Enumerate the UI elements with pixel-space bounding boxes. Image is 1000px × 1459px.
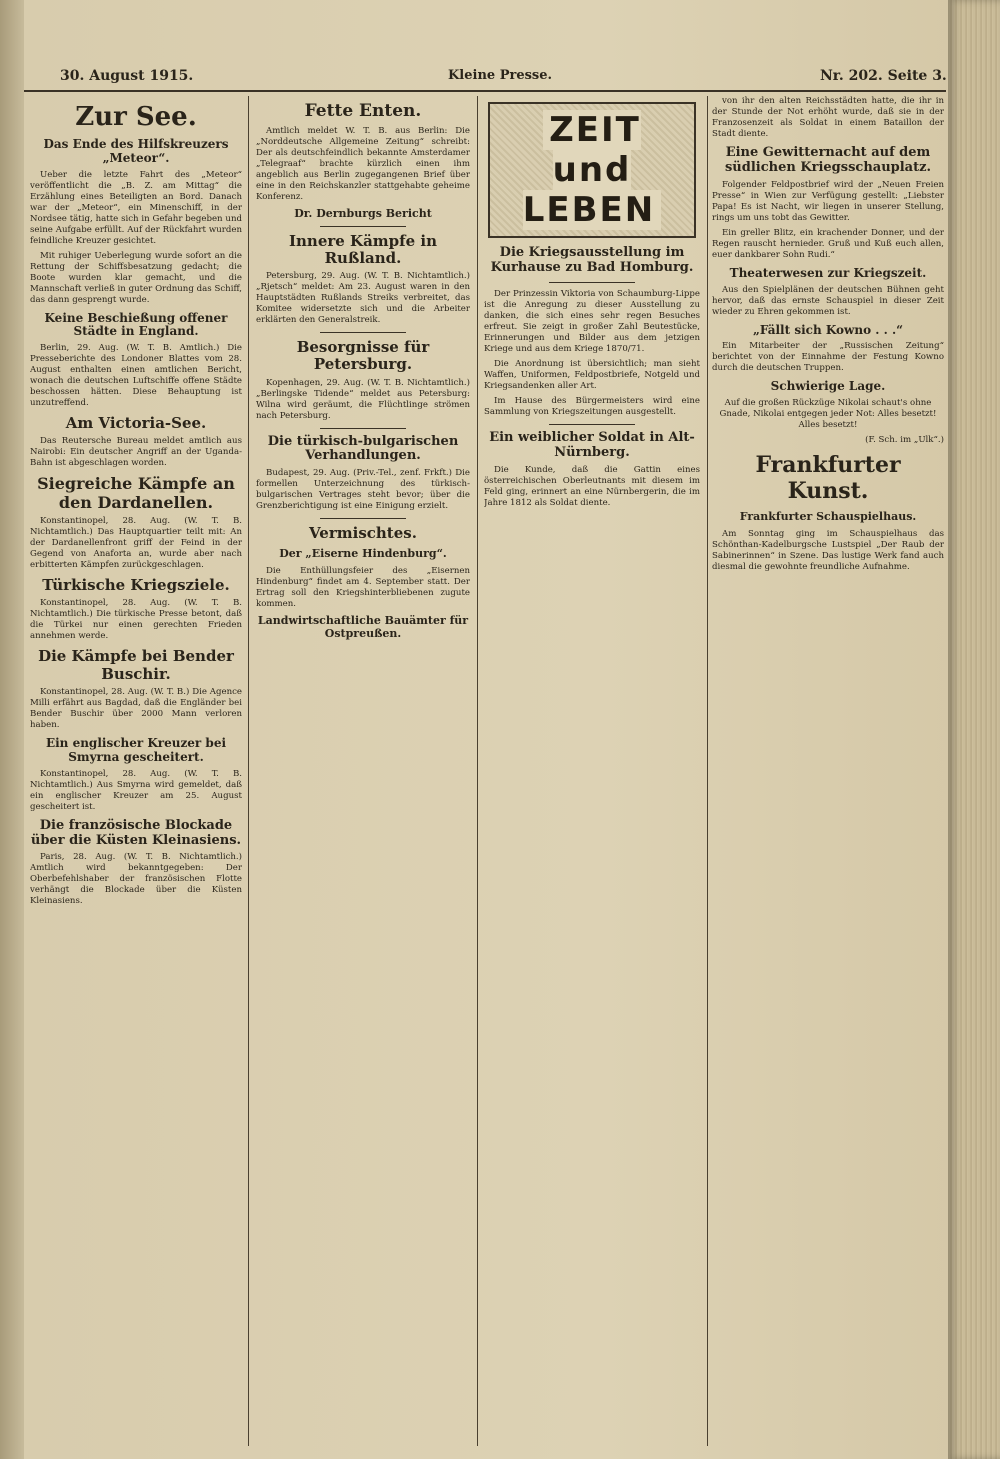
article-title-kriegsziele: Türkische Kriegsziele.	[42, 576, 230, 595]
article-title-blockade: Die französische Blockade über die Küsten Kleinasiens.	[30, 817, 242, 848]
section-title-frankfurter-kunst: Frankfurter Kunst.	[755, 452, 901, 505]
header-rule	[24, 90, 946, 92]
article-paragraph: Konstantinopel, 28. Aug. (W. T. B. Nichtamtlich.) Die türkische Presse betont, daß die Türkei nur einen gerechten Frieden annehmen werde.	[30, 598, 242, 642]
article-paragraph: Das Reutersche Bureau meldet amtlich aus Nairobi: Ein deutscher Angriff an der Uganda-Bahn ist abgeschlagen worden.	[30, 436, 242, 469]
article-paragraph: von ihr den alten Reichsstädten hatte, die ihr in der Stunde der Not erhöht wurde, daß sie in der Franzosenzeit als Soldat in einem Bataillon der Stadt diente.	[712, 96, 944, 139]
article-title-tuerkisch-bulgarisch: Die türkisch-bulgarischen Verhandlungen.	[267, 433, 459, 464]
column-rule-2	[477, 96, 478, 1446]
separator	[320, 332, 406, 333]
article-paragraph: Folgender Feldpostbrief wird der „Neuen Freien Presse“ in Wien zur Verfügung gestellt: „Liebster Papa! Es ist Nacht, wir liegen in unserer Stellung, rings um uns tobt das Gewitter.	[712, 179, 944, 223]
article-paragraph: Petersburg, 29. Aug. (W. T. B. Nichtamtlich.) „Rjetsch“ meldet: Am 23. August waren in den Hauptstädten Rußlands Streiks verbreitet, das Komitee widersetzte sich und die Arbeiter erklärten den Generalstreik.	[256, 271, 470, 326]
section-title-zur-see: Zur See.	[75, 102, 197, 132]
article-title-meteor: Das Ende des Hilfskreuzers „Meteor“.	[43, 137, 229, 165]
article-title-victoria-see: Am Victoria-See.	[65, 414, 207, 433]
article-paragraph: Amtlich meldet W. T. B. aus Berlin: Die „Norddeutsche Allgemeine Zeitung“ schreibt: Der als deutschfeindlich bekannte Amsterdamer „Telegraaf“ brachte kürzlich einen ihm angeblich aus Berlin zugegangenen Brief über eine in den Reichskanzler stattgehabte geheime Konferenz.	[256, 125, 470, 202]
book-page-edges	[948, 0, 1000, 1459]
column-4	[712, 96, 944, 1446]
article-paragraph: Paris, 28. Aug. (W. T. B. Nichtamtlich.) Amtlich wird bekanntgegeben: Der Oberbefehlshaber der französischen Flotte verhängt die Blockade über die Küsten Kleinasiens.	[30, 852, 242, 907]
poem-source: (F. Sch. im „Ulk“.)	[865, 435, 944, 446]
article-paragraph: Die Enthüllungsfeier des „Eisernen Hindenburg“ findet am 4. September statt. Der Ertrag soll den Kriegshinterbliebenen zugute kommen.	[256, 565, 470, 609]
article-paragraph: Ein Mitarbeiter der „Russischen Zeitung“ berichtet von der Einnahme der Festung Kowno durch die deutschen Truppen.	[712, 341, 944, 374]
column-1	[30, 96, 242, 1446]
header-page-number: Nr. 202. Seite 3.	[820, 68, 947, 84]
book-spine	[0, 0, 24, 1459]
separator	[549, 424, 635, 425]
article-subtitle: Landwirtschaftliche Bauämter für Ostpreußen.	[257, 613, 469, 640]
poem-text: Auf die großen Rückzüge Nikolai schaut's ohne Gnade, Nikolai entgegen jeder Not: Alles besetzt! Alles besetzt!	[719, 398, 937, 431]
article-paragraph: Konstantinopel, 28. Aug. (W. T. B.) Die Agence Milli erfährt aus Bagdad, daß die Engländer bei Bender Buschir über 2000 Mann verloren haben.	[30, 686, 242, 730]
article-title-schwierige-lage: Schwierige Lage.	[770, 379, 886, 394]
separator	[320, 428, 406, 429]
article-title-russland: Innere Kämpfe in Rußland.	[289, 231, 437, 267]
article-paragraph: Die Anordnung ist übersichtlich; man sieht Waffen, Uniformen, Feldpostbriefe, Notgeld und Kriegsandenken aller Art.	[484, 358, 700, 391]
header-date: 30. August 1915.	[60, 68, 194, 84]
article-paragraph: Berlin, 29. Aug. (W. T. B. Amtlich.) Die Presseberichte des Londoner Blattes vom 28. August enthalten einen amtlichen Bericht, wonach die deutschen Luftschiffe offene Städte beschossen hätten. Diese Behauptung ist unzutreffend.	[30, 343, 242, 409]
column-rule-1	[248, 96, 249, 1446]
article-title-kowno: „Fällt sich Kowno . . .“	[752, 322, 904, 337]
article-subtitle: Der „Eiserne Hindenburg“.	[279, 546, 447, 560]
article-paragraph: Am Sonntag ging im Schauspielhaus das Schönthan-Kadelburgsche Lustspiel „Der Raub der Sabinerinnen“ in Szene. Das lustige Werk fand auch diesmal die gewohnte freundliche Aufnahme.	[712, 529, 944, 573]
article-paragraph: Der Prinzessin Viktoria von Schaumburg-Lippe ist die Anregung zu dieser Ausstellung zu danken, die sich eines sehr regen Besuches erfreut. Sie zeigt in großer Zahl Beutestücke, Erinnerungen und Bilder aus dem jetzigen Kriege und aus dem Kriege 1870/71.	[484, 288, 700, 354]
zeit-und-leben-masthead	[488, 102, 696, 238]
article-subtitle: Dr. Dernburgs Bericht	[294, 206, 432, 220]
column-3	[484, 96, 700, 1446]
masthead-text: ZEIT und LEBEN	[523, 110, 662, 230]
separator	[320, 226, 406, 227]
article-title-petersburg: Besorgnisse für Petersburg.	[296, 338, 430, 374]
article-title-vermischtes: Vermischtes.	[309, 524, 417, 543]
article-paragraph: Mit ruhiger Ueberlegung wurde sofort an die Rettung der Schiffsbesatzung gedacht; die Boote wurden klar gemacht, und die Mannschaft verließ in guter Ordnung das Schiff, das dann gesprengt wurde.	[30, 250, 242, 305]
article-title-beschiessung: Keine Beschießung offener Städte in England.	[44, 310, 228, 339]
article-paragraph: Konstantinopel, 28. Aug. (W. T. B. Nichtamtlich.) Das Hauptquartier teilt mit: An der Dardanellenfront griff der Feind in der Gegend von Anaforta an, wurde aber nach erbitterten Kämpfen zurückgeschlagen.	[30, 516, 242, 571]
separator	[549, 282, 635, 283]
article-paragraph: Budapest, 29. Aug. (Priv.-Tel., zenf. Frkft.) Die formellen Unterzeichnung des türkisch-bulgarischen Vertrages steht bevor; über die Grenzberichtigung ist eine Einigung erzielt.	[256, 468, 470, 512]
separator	[320, 518, 406, 519]
article-title-smyrna: Ein englischer Kreuzer bei Smyrna gescheitert.	[45, 735, 227, 764]
article-subtitle: Frankfurter Schauspielhaus.	[739, 510, 917, 524]
article-title-gewitternacht: Eine Gewitternacht auf dem südlichen Kriegsschauplatz.	[724, 145, 932, 175]
article-title-fette-enten: Fette Enten.	[304, 101, 422, 121]
article-paragraph: Kopenhagen, 29. Aug. (W. T. B. Nichtamtlich.) „Berlingske Tidende“ meldet aus Petersburg: Wilna wird geräumt, die Flüchtlinge strömen nach Petersburg.	[256, 377, 470, 421]
article-title-theaterwesen: Theaterwesen zur Kriegszeit.	[729, 265, 927, 280]
article-title-weiblicher-soldat: Ein weiblicher Soldat in Alt-Nürnberg.	[489, 429, 695, 460]
article-paragraph: Ein greller Blitz, ein krachender Donner, und der Regen rauscht hernieder. Gruß und Kuß euch allen, euer dankbarer Sohn Rudi.“	[712, 227, 944, 260]
column-2	[256, 96, 470, 1446]
column-rule-3	[707, 96, 708, 1446]
article-title-dardanellen: Siegreiche Kämpfe an den Dardanellen.	[37, 474, 235, 512]
article-paragraph: Aus den Spielplänen der deutschen Bühnen geht hervor, daß das ernste Schauspiel in dieser Zeit wieder zu Ehren gekommen ist.	[712, 284, 944, 317]
article-paragraph: Ueber die letzte Fahrt des „Meteor“ veröffentlicht die „B. Z. am Mittag“ die Erzählung eines Beteiligten an Bord. Danach war der „Meteor“, ein Minenschiff, in der Nordsee tätig, hatte sich in Gefahr begeben und seine Aufgabe erfüllt. Auf der Rückfahrt wurden feindliche Kreuzer gesichtet.	[30, 169, 242, 246]
article-title-kriegsausstellung: Die Kriegsausstellung im Kurhause zu Bad Homburg.	[490, 245, 694, 275]
article-paragraph: Konstantinopel, 28. Aug. (W. T. B. Nichtamtlich.) Aus Smyrna wird gemeldet, daß ein englischer Kreuzer am 25. August gescheitert ist.	[30, 768, 242, 812]
article-paragraph: Die Kunde, daß die Gattin eines österreichischen Oberleutnants mit diesem im Feld ging, erinnert an eine Nürnbergerin, die im Jahre 1812 als Soldat diente.	[484, 464, 700, 508]
header-paper-name: Kleine Presse.	[448, 68, 553, 83]
article-paragraph: Im Hause des Bürgermeisters wird eine Sammlung von Kriegszeitungen ausgestellt.	[484, 395, 700, 417]
article-title-bender-buschir: Die Kämpfe bei Bender Buschir.	[38, 647, 234, 683]
